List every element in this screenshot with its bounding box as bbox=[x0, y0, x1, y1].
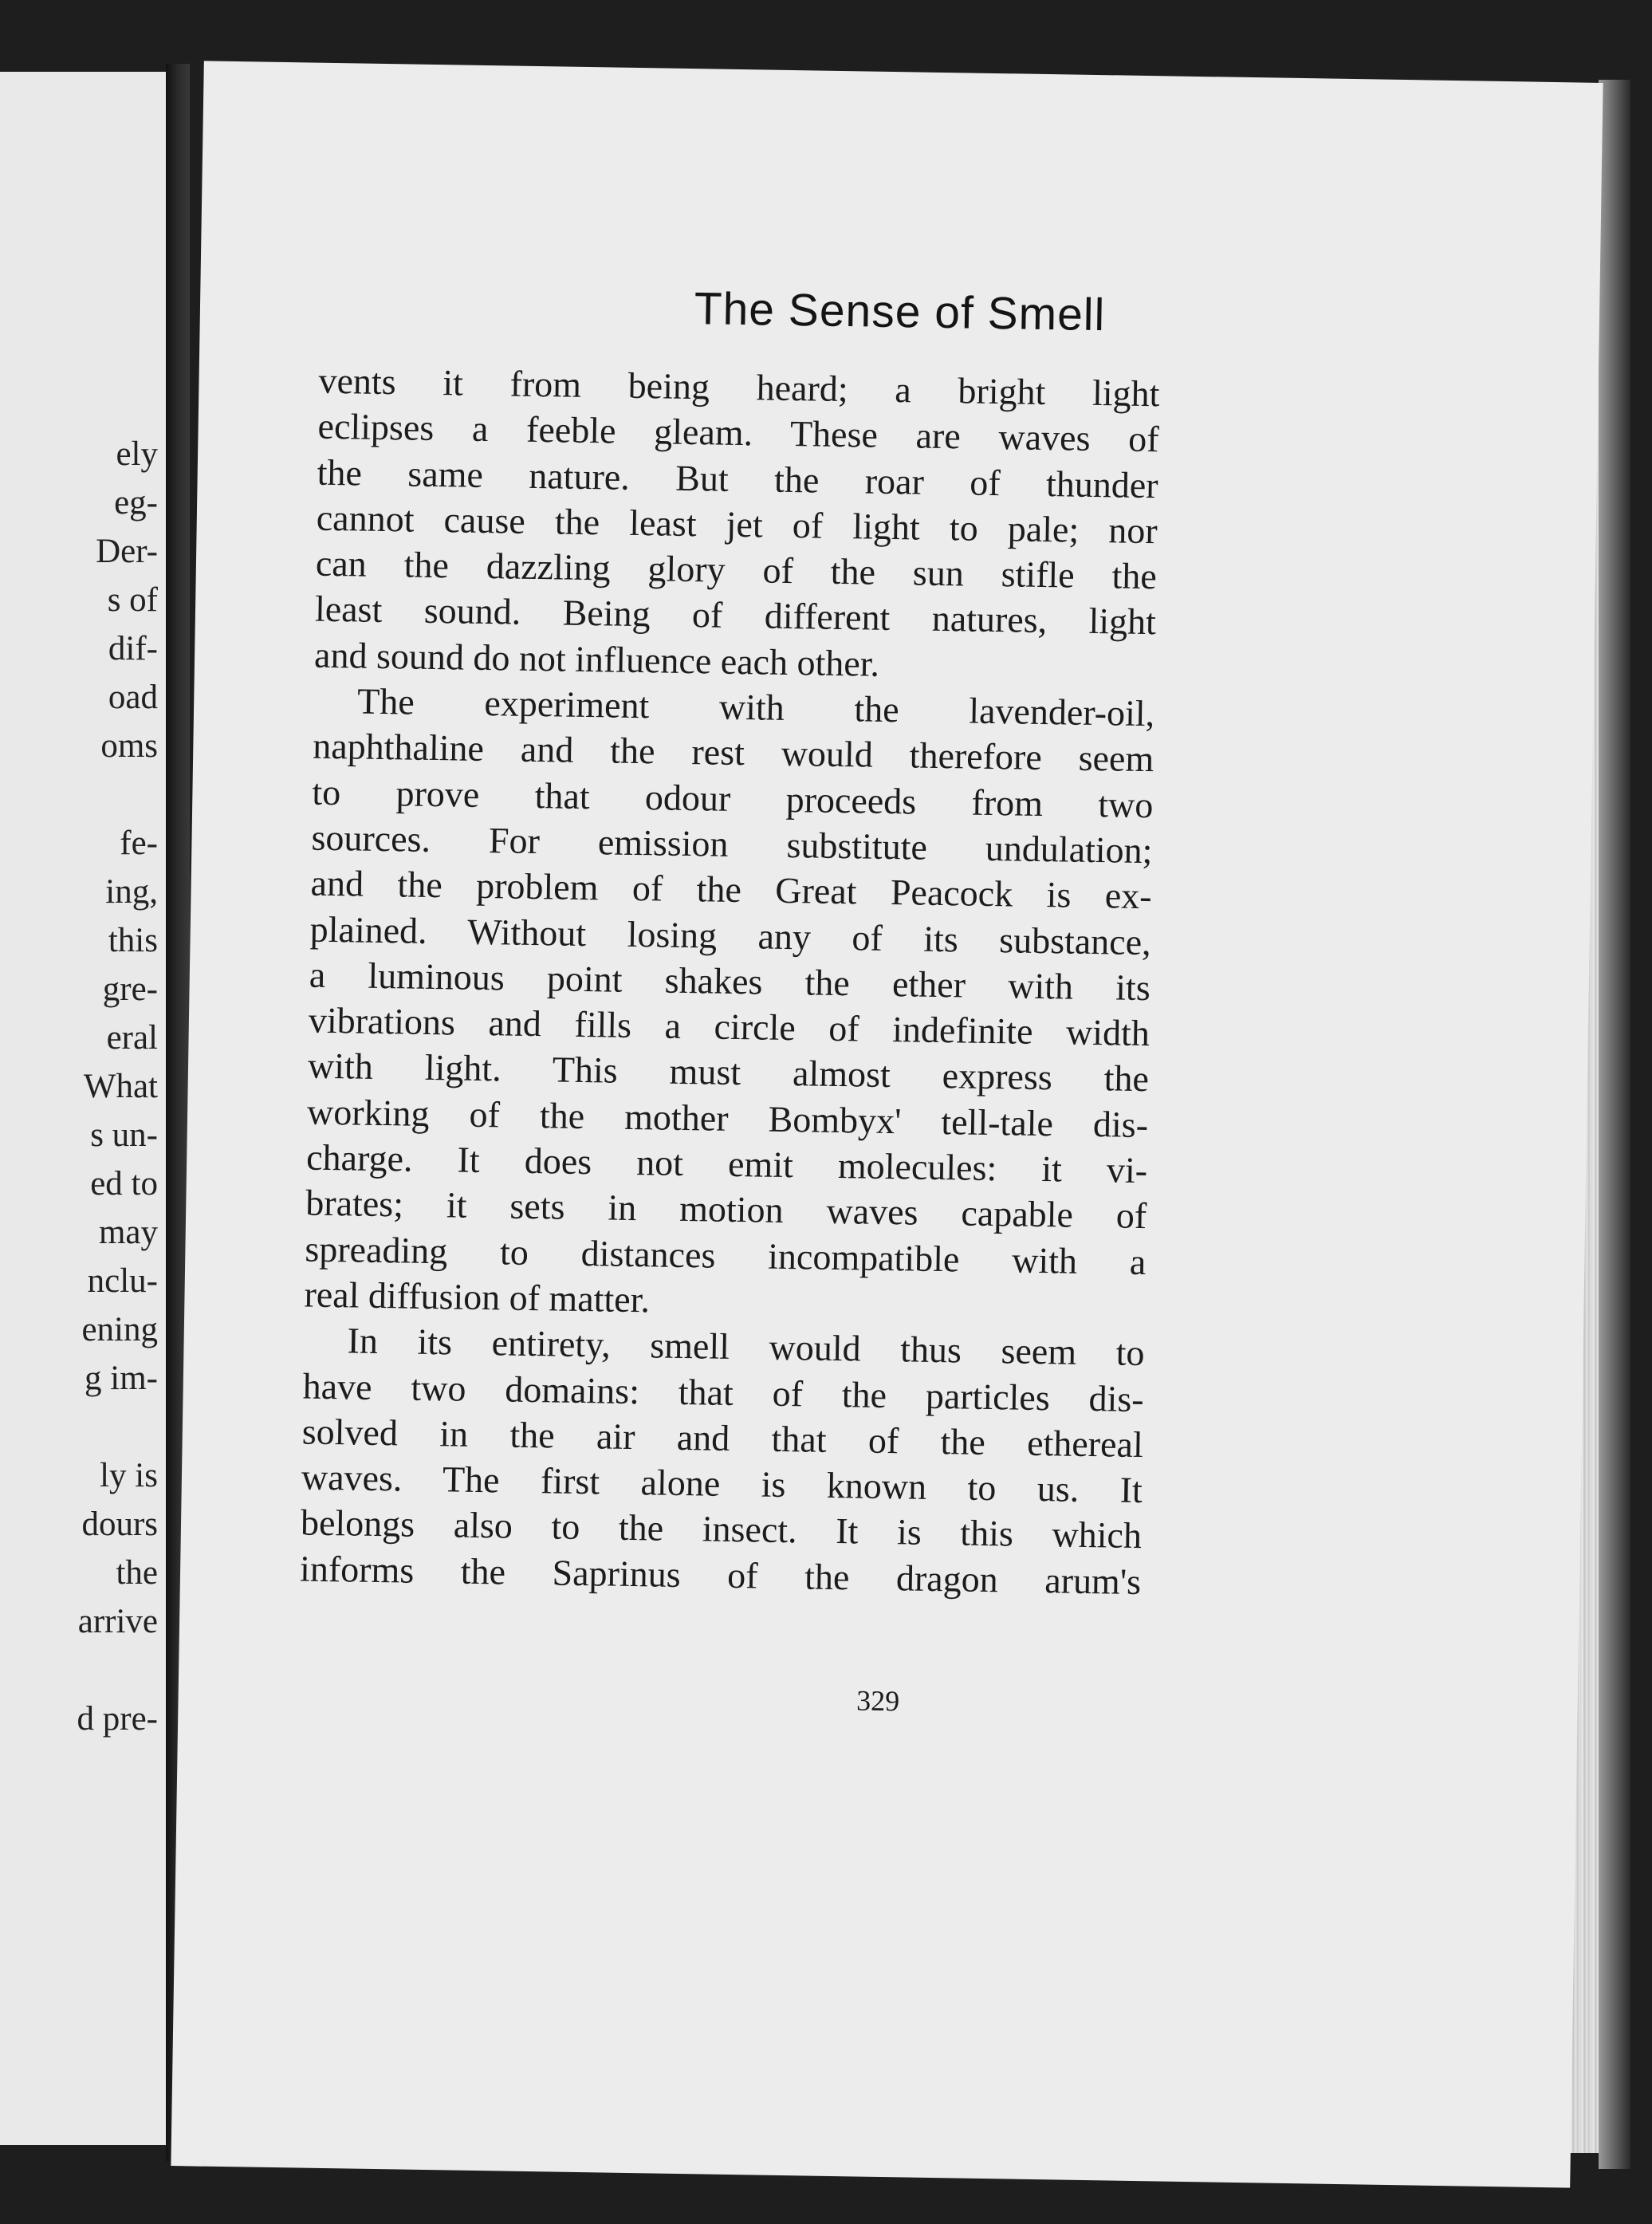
text-line: sources. For emission substitute undulation; bbox=[311, 817, 1153, 872]
text-line: least sound. Being of different natures, light bbox=[314, 588, 1157, 643]
previous-page-line-fragment: d pre- bbox=[77, 1700, 158, 1738]
previous-page-line-fragment: s of bbox=[107, 581, 158, 619]
text-line: informs the Saprinus of the dragon arum's bbox=[299, 1548, 1142, 1602]
text-line: a luminous point shakes the ether with its bbox=[309, 954, 1151, 1009]
paragraph-first-line: The experiment with the lavender-oil, bbox=[356, 680, 1155, 734]
text-line: cannot cause the least jet of light to pale; nor bbox=[316, 497, 1158, 552]
text-line: and the problem of the Great Peacock is ex- bbox=[310, 862, 1152, 917]
text-line: charge. It does not emit molecules: it vi- bbox=[305, 1136, 1148, 1191]
text-line: plained. Without losing any of its substance, bbox=[309, 908, 1152, 962]
text-line: brates; it sets in motion waves capable of bbox=[305, 1182, 1147, 1237]
text-line: vibrations and fills a circle of indefinite width bbox=[308, 999, 1150, 1054]
previous-page-line-fragment: oad bbox=[108, 679, 158, 716]
text-line: waves. The first alone is known to us. It bbox=[301, 1456, 1143, 1511]
previous-page-line-fragment: nclu- bbox=[87, 1262, 158, 1300]
text-line: and sound do not influence each other. bbox=[313, 634, 880, 684]
text-line: belongs also to the insect. It is this which bbox=[300, 1502, 1143, 1557]
text-line: to prove that odour proceeds from two bbox=[312, 771, 1154, 825]
text-line: spreading to distances incompatible with a bbox=[305, 1228, 1147, 1282]
previous-page-line-fragment: ely bbox=[116, 435, 158, 473]
previous-page-line-fragment: arrive bbox=[77, 1603, 158, 1640]
text-line: working of the mother Bombyx' tell-tale dis- bbox=[306, 1091, 1149, 1145]
text-line: vents it from being heard; a bright light bbox=[318, 360, 1160, 415]
previous-page-line-fragment: ing, bbox=[105, 873, 158, 911]
previous-page-line-fragment: may bbox=[98, 1214, 158, 1251]
previous-page-line-fragment: the bbox=[116, 1554, 158, 1592]
running-head: The Sense of Smell bbox=[694, 283, 1106, 341]
text-line: have two domains: that of the particles dis- bbox=[302, 1365, 1145, 1419]
previous-page-line-fragment: this bbox=[108, 922, 158, 959]
previous-page-line-fragment: g im- bbox=[85, 1360, 158, 1397]
text-line: the same nature. But the roar of thunder bbox=[317, 451, 1159, 506]
page-edge-shadow bbox=[1599, 80, 1630, 2169]
previous-page-line-fragment: ly is bbox=[100, 1457, 158, 1494]
paragraph-first-line: In its entirety, smell would thus seem to bbox=[347, 1320, 1145, 1374]
text-line: solved in the air and that of the ethereal bbox=[301, 1411, 1144, 1465]
previous-page-line-fragment: dours bbox=[81, 1506, 158, 1543]
text-line: naphthaline and the rest would therefore seem bbox=[312, 726, 1154, 780]
previous-page-line-fragment: s un- bbox=[90, 1116, 158, 1154]
text-line: can the dazzling glory of the sun stifle the bbox=[315, 542, 1158, 597]
previous-page-line-fragment: gre- bbox=[102, 970, 158, 1008]
previous-page-line-fragment: oms bbox=[100, 727, 158, 765]
previous-page-line-fragment: fe- bbox=[120, 825, 158, 862]
previous-page-line-fragment: ening bbox=[81, 1311, 158, 1348]
previous-page bbox=[0, 72, 169, 2145]
previous-page-line-fragment: ed to bbox=[90, 1165, 158, 1203]
previous-page-line-fragment: eral bbox=[106, 1019, 158, 1057]
previous-page-line-fragment: What bbox=[83, 1068, 158, 1105]
page-number: 329 bbox=[856, 1684, 900, 1718]
previous-page-line-fragment: eg- bbox=[114, 484, 158, 522]
book-page bbox=[171, 61, 1603, 2187]
body-text bbox=[300, 358, 1160, 1604]
previous-page-line-fragment: dif- bbox=[108, 630, 158, 667]
text-line: real diffusion of matter. bbox=[304, 1273, 651, 1321]
previous-page-line-fragment: Der- bbox=[96, 533, 158, 570]
text-line: with light. This must almost express the bbox=[307, 1045, 1150, 1100]
text-line: eclipses a feeble gleam. These are waves of bbox=[317, 405, 1159, 460]
